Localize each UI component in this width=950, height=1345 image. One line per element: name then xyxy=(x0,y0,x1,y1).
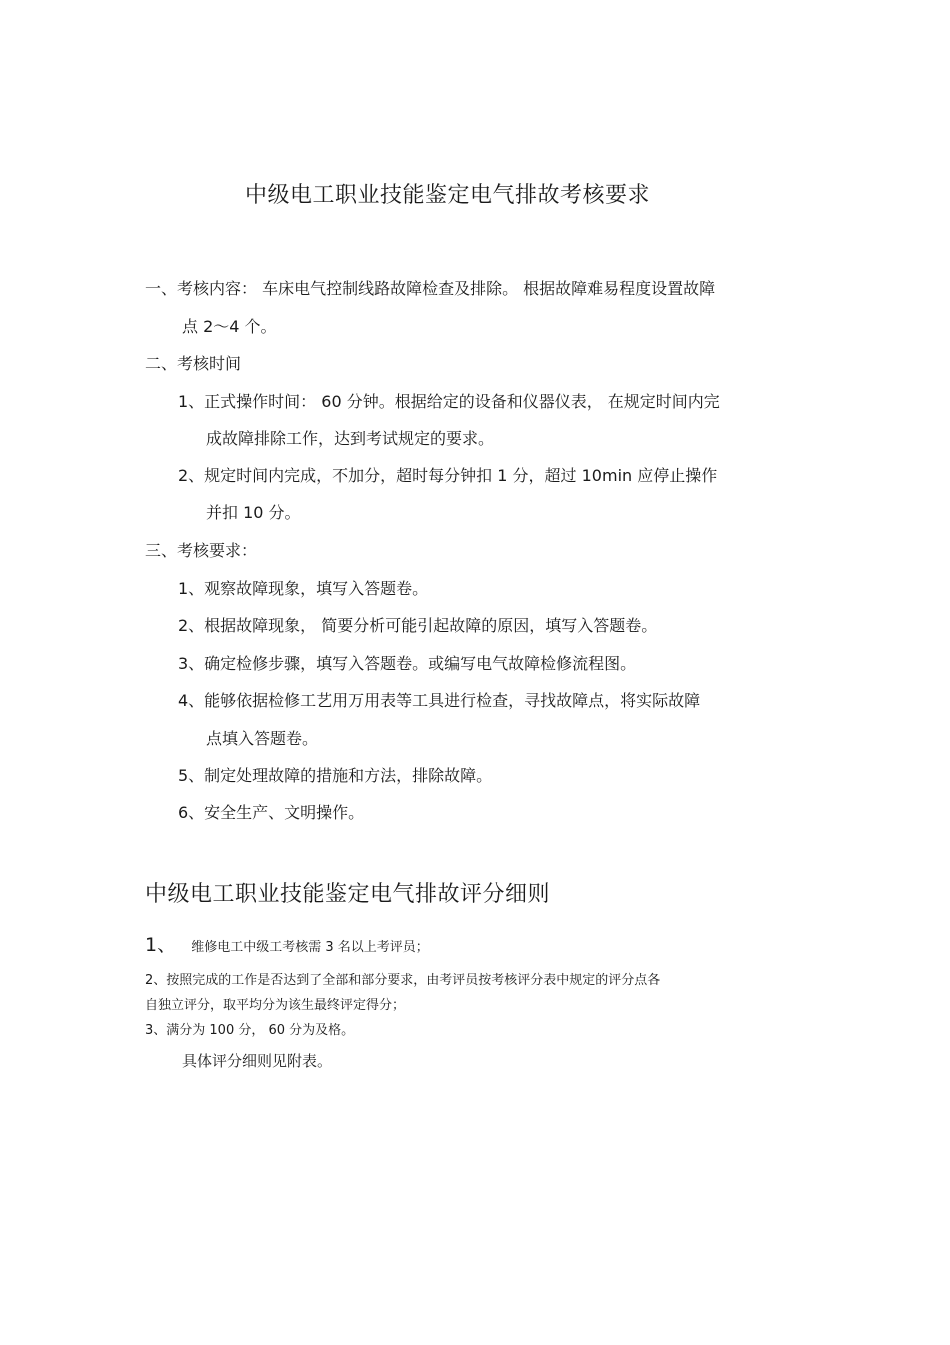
scoring-rule1 xyxy=(145,930,429,957)
section3-item1: 1、观察故障现象，填写入答题卷。 xyxy=(178,579,429,598)
scoring-rule3: 3、满分为 100 分， 60 分为及格。 xyxy=(145,1023,355,1038)
scoring-rule1-number: 1、 xyxy=(145,934,177,956)
scoring-rule2-line1: 2、按照完成的工作是否达到了全部和部分要求，由考评员按考核评分表中规定的评分点各 xyxy=(145,973,661,988)
section1-line1: 一、考核内容： 车床电气控制线路故障检查及排除。 根据故障难易程度设置故障 xyxy=(145,279,716,298)
section3-item4-line1: 4、能够依据检修工艺用万用表等工具进行检查，寻找故障点，将实际故障 xyxy=(178,691,701,710)
scoring-rule1-text: 维修电工中级工考核需 3 名以上考评员； xyxy=(191,940,429,955)
document-title: 中级电工职业技能鉴定电气排故考核要求 xyxy=(245,183,651,208)
section2-item1-line2: 成故障排除工作，达到考试规定的要求。 xyxy=(206,429,495,448)
section3-item4-line2: 点填入答题卷。 xyxy=(206,729,319,748)
section3-item6: 6、安全生产、文明操作。 xyxy=(178,803,365,822)
section1-line2: 点 2～4 个。 xyxy=(182,317,277,336)
section3-item2: 2、根据故障现象， 简要分析可能引起故障的原因，填写入答题卷。 xyxy=(178,616,658,635)
section3-heading: 三、考核要求： xyxy=(145,541,258,560)
scoring-note: 具体评分细则见附表。 xyxy=(182,1052,333,1070)
section2-item2-line1: 2、规定时间内完成，不加分，超时每分钟扣 1 分，超过 10min 应停止操作 xyxy=(178,466,718,485)
section2-item2-line2: 并扣 10 分。 xyxy=(206,503,301,522)
scoring-rule2-line2: 自独立评分，取平均分为该生最终评定得分； xyxy=(145,998,406,1013)
scoring-title: 中级电工职业技能鉴定电气排故评分细则 xyxy=(145,882,551,907)
section3-item3: 3、确定检修步骤，填写入答题卷。或编写电气故障检修流程图。 xyxy=(178,654,637,673)
section3-item5: 5、制定处理故障的措施和方法，排除故障。 xyxy=(178,766,493,785)
section2-item1-line1: 1、正式操作时间： 60 分钟。根据给定的设备和仪器仪表， 在规定时间内完 xyxy=(178,392,720,411)
section2-heading: 二、考核时间 xyxy=(145,354,242,373)
